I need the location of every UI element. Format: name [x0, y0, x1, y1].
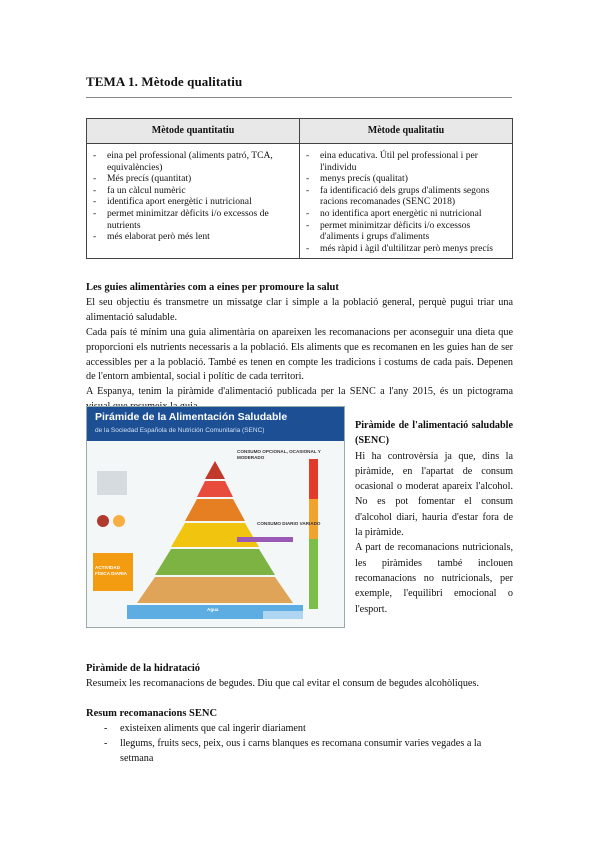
senc-paragraph-1: Hi ha controvèrsia ja que, dins la piràmide, en l'apartat de consum ocasional o moderat apareix l'alcohol. No es pot fomentar el consum d'alcohol diari, hauria d'estar fora de la piràmide. [355, 450, 513, 539]
label-activity: ACTIVIDAD FÍSICA DIARIA [95, 565, 127, 576]
list-item: - menys precís (qualitat) [306, 173, 408, 185]
title-divider [86, 97, 512, 98]
guides-paragraph-2: Cada país té mínim una guia alimentària on apareixen les recomanacions per aconseguir una dieta que proporcioni els nutrients necessaris a la població. Els aliments que es recomanen en les guies han de ser accessibles per a la població. També es tenen en compte les tradicions i costums de cada país. Depenen de l'entorn ambiental, social i polític de cada territori. [86, 327, 513, 383]
list-item: - permet minimitzar dèficits i/o excessos d'aliments i grups d'aliments [306, 219, 471, 243]
pyramid-level-5 [155, 549, 275, 575]
pyramid-level-4 [171, 523, 259, 547]
comparison-table [86, 118, 513, 259]
food-pyramid-figure [86, 406, 345, 628]
figure-subtitle: de la Sociedad Española de Nutrición Comunitaria (SENC) [95, 427, 265, 434]
list-item: - existeixen aliments que cal ingerir diariament [104, 723, 306, 734]
list-item: - més ràpid i àgil d'ultilitzar però menys precís [306, 242, 494, 254]
table-header-quantitative: Mètode quantitatiu [87, 119, 300, 144]
list-item: - més elaborat però més lent [93, 231, 210, 243]
hydration-text: Resumeix les recomanacions de begudes. Diu que cal evitar el consum de begudes alcohòliques. [86, 678, 479, 689]
list-item: - Més precís (quantitat) [93, 173, 192, 185]
summary-title: Resum recomanacions SENC [86, 708, 218, 719]
senc-paragraph-2: A part de recomanacions nutricionals, les piràmides també inclouen recomanacions no nutricionals, per exemple, l'equilibri emocional o l'esport. [355, 542, 513, 615]
page-title: TEMA 1. Mètode qualitatiu [86, 74, 243, 89]
extras-box [97, 471, 127, 495]
table-header-qualitative: Mètode qualitatiu [300, 119, 513, 144]
list-item: - permet minimitzar dèficits i/o excessos de nutrients [93, 207, 269, 231]
figure-header [87, 407, 344, 441]
pyramid-illustration [87, 441, 344, 627]
pyramid-level-base [137, 577, 293, 603]
senc-title: Piràmide de l'alimentació saludable (SENC) [355, 420, 513, 447]
list-item: - eina pel professional (aliments patró, TCA, equivalències) [93, 150, 273, 173]
label-water: Agua [207, 607, 219, 612]
senc-sidebar [355, 418, 513, 617]
qualitative-cell [300, 144, 513, 259]
hydration-title: Piràmide de la hidratació [86, 663, 201, 674]
list-item: - fa un càlcul numèric [93, 184, 186, 196]
list-item: - llegums, fruits secs, peix, ous i carns blanques es recomana consumir varies vegades a la setmana [104, 737, 482, 764]
list-item: - no identifica aport energètic ni nutricional [306, 207, 482, 219]
quantitative-cell [87, 144, 300, 259]
guides-paragraph-3: A Espanya, tenim la piràmide d'alimentació publicada per la SENC a l'any 2015, és un pictograma [86, 386, 513, 397]
guides-paragraph-1: El seu objectiu és transmetre un missatge clar i simple a la població general, perquè pugui triar una alimentació saludable. [86, 297, 513, 323]
summary-list [86, 722, 513, 766]
beer-icon [113, 515, 125, 527]
list-item: - identifica aport energètic i nutricional [93, 196, 252, 208]
wine-icon [97, 515, 109, 527]
figure-title: Pirámide de la Alimentación Saludable [95, 411, 288, 423]
list-item: - fa identificació dels grups d'aliments segons racions recomanades (SENC 2018) [306, 184, 490, 208]
list-item: - eina educativa. Útil pel professional i per l'individu [306, 150, 478, 173]
label-daily: CONSUMO DIARIO VARIADO [257, 521, 321, 526]
guides-title: Les guies alimentàries com a eines per promoure la salut [86, 282, 339, 293]
label-occasional: CONSUMO OPCIONAL, OCASIONAL Y MODERADO [237, 449, 321, 460]
